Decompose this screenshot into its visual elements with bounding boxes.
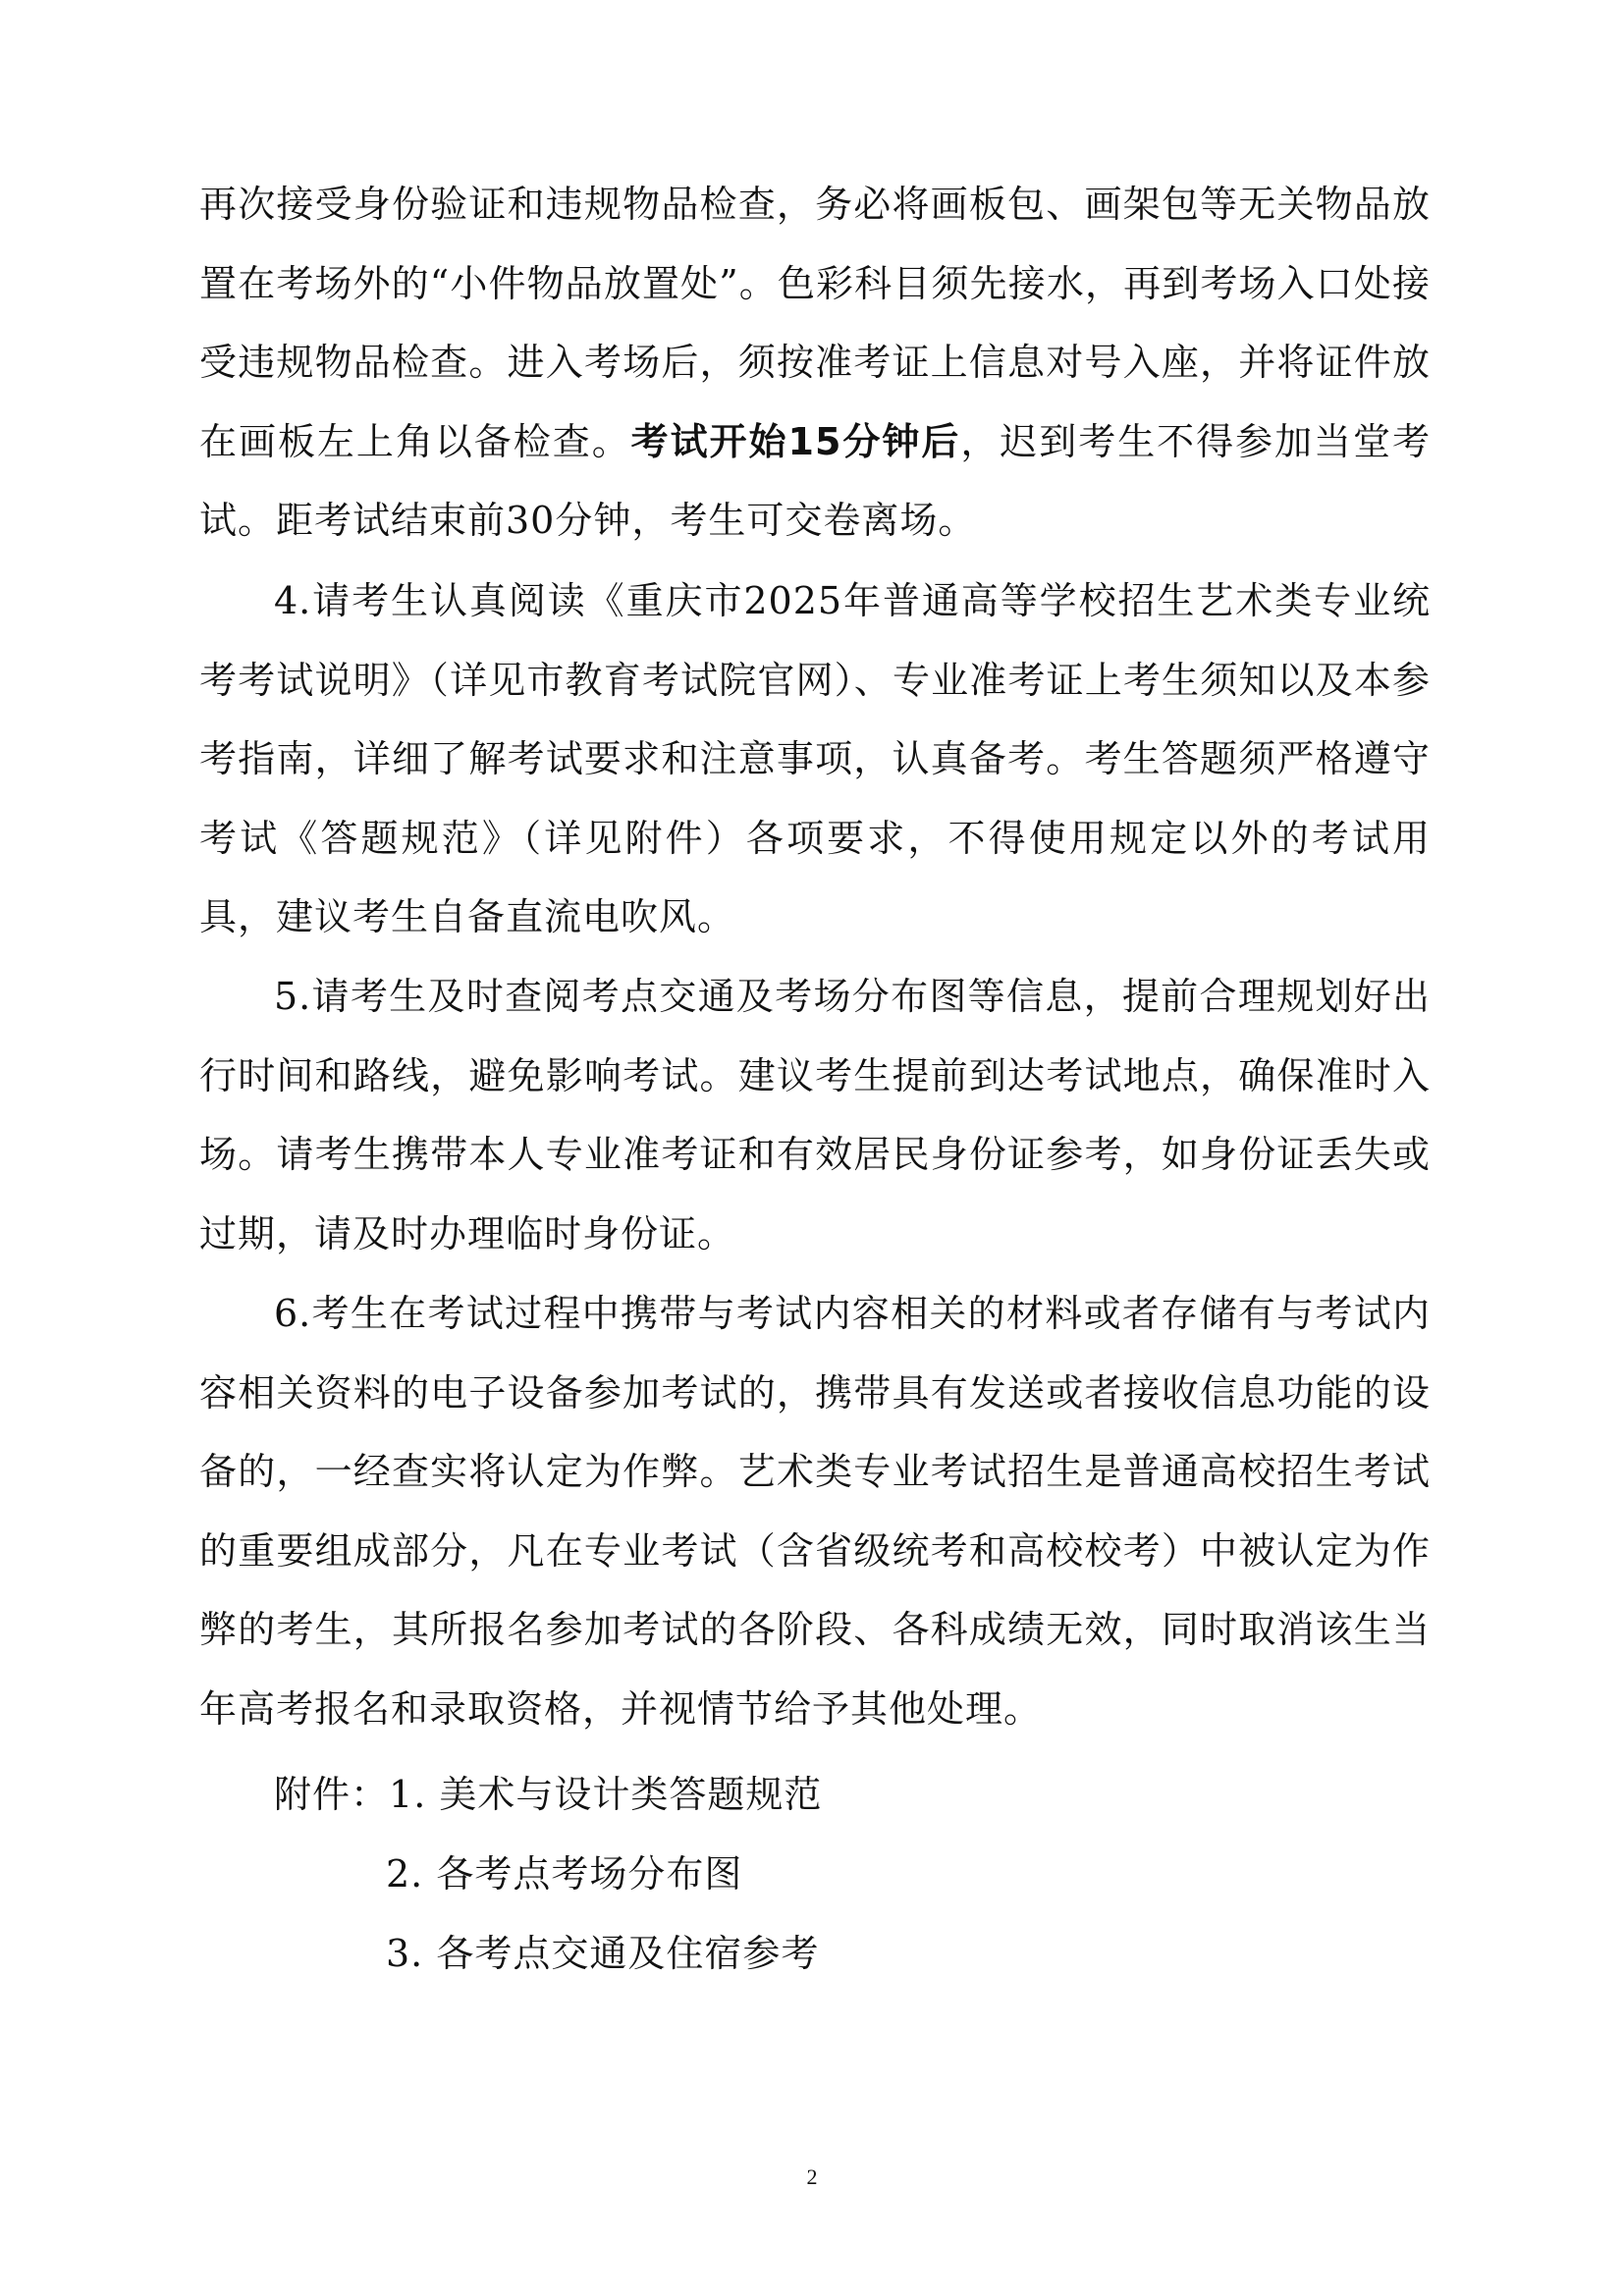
attachment-item: 3. 各考点交通及住宿参考: [386, 1932, 820, 1975]
bold-emphasis: 考试开始15分钟后: [630, 419, 961, 463]
attachment-line-2: [386, 1835, 742, 1913]
attachment-line-3: [386, 1914, 819, 1993]
paragraph-text: 再次接受身份验证和违规物品检查，务必将画板包、画架包等无关物品放置在考场外的“小件物品放置处”。色彩科目须先接水，再到考场入口处接受违规物品检查。进入考场后，须按准考证上信息对号入座，并将证件放在画板左上角以备检查。: [199, 183, 1431, 463]
paragraph-item-4: 4.请考生认真阅读《重庆市2025年普通高等学校招生艺术类专业统考考试说明》（详见市教育考试院官网）、专业准考证上考生须知以及本参考指南，详细了解考试要求和注意事项，认真备考。考生答题须严格遵守考试《答题规范》（详见附件）各项要求，不得使用规定以外的考试用具，建议考生自备直流电吹风。: [199, 579, 1431, 938]
paragraph-item-5: 5.请考生及时查阅考点交通及考场分布图等信息，提前合理规划好出行时间和路线，避免影响考试。建议考生提前到达考试地点，确保准时入场。请考生携带本人专业准考证和有效居民身份证参考，如身份证丢失或过期，请及时办理临时身份证。: [199, 975, 1431, 1255]
attachment-item: 2. 各考点考场分布图: [386, 1852, 743, 1896]
page-number: 2: [806, 2164, 818, 2189]
attachments-label: 附件：: [274, 1773, 390, 1816]
attachment-item: 1. 美术与设计类答题规范: [389, 1773, 823, 1816]
attachment-line-1: [274, 1755, 822, 1834]
paragraph-item-6: 6.考生在考试过程中携带与考试内容相关的材料或者存储有与考试内容相关资料的电子设备参加考试的，携带具有发送或者接收信息功能的设备的，一经查实将认定为作弊。艺术类专业考试招生是普通高校招生考试的重要组成部分，凡在专业考试（含省级统考和高校校考）中被认定为作弊的考生，其所报名参加考试的各阶段、各科成绩无效，同时取消该生当年高考报名和录取资格，并视情节给予其他处理。: [199, 1292, 1431, 1731]
paragraph-continuation: [199, 165, 1431, 561]
paragraph-text-tail: ，迟到考生不得参加当堂考试。距考试结束前30分钟，考生可交卷离场。: [199, 419, 1431, 542]
